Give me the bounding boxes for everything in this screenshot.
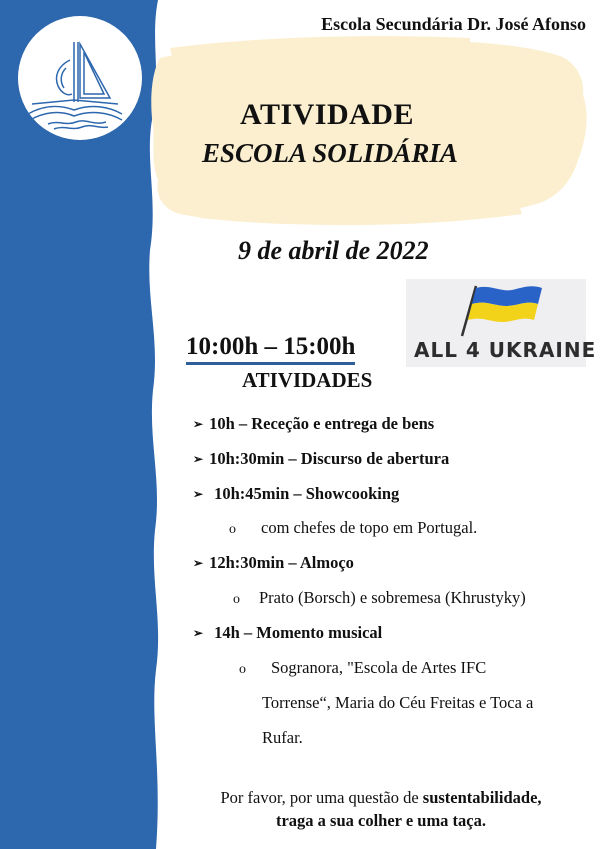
- schedule-subitem: o com chefes de topo em Portugal.: [229, 518, 478, 537]
- arrow-bullet-icon: ➢: [193, 556, 204, 570]
- title-line-1: ATIVIDADE: [240, 98, 414, 131]
- school-logo: [18, 16, 142, 140]
- circle-bullet-icon: o: [233, 592, 240, 607]
- closing-note: Por favor, por uma questão de sustentabilidade, traga a sua colher e uma taça.: [220, 788, 542, 830]
- ukraine-flag-icon: [456, 282, 546, 338]
- school-name: Escola Secundária Dr. José Afonso: [321, 14, 586, 34]
- schedule-subitem-continued: Rufar.: [262, 728, 303, 747]
- event-date: 9 de abril de 2022: [238, 236, 429, 265]
- schedule-subitem-continued: Torrense“, Maria do Céu Freitas e Toca a: [262, 693, 534, 712]
- sailboat-book-icon: [18, 16, 142, 140]
- time-range: 10:00h – 15:00h: [186, 332, 355, 365]
- ukraine-badge-text: ALL 4 UKRAINE: [414, 338, 597, 362]
- schedule-item: ➢ 10h – Receção e entrega de bens: [193, 414, 435, 433]
- schedule-item: ➢ 10h:30min – Discurso de abertura: [193, 449, 450, 468]
- arrow-bullet-icon: ➢: [193, 487, 204, 501]
- arrow-bullet-icon: ➢: [193, 626, 204, 640]
- circle-bullet-icon: o: [239, 662, 246, 677]
- activities-heading: ATIVIDADES: [242, 368, 373, 392]
- arrow-bullet-icon: ➢: [193, 417, 204, 431]
- schedule-subitem: o Prato (Borsch) e sobremesa (Khrustyky): [233, 588, 526, 607]
- arrow-bullet-icon: ➢: [193, 452, 204, 466]
- title-line-2: ESCOLA SOLIDÁRIA: [202, 138, 458, 168]
- schedule-item: ➢ 12h:30min – Almoço: [193, 553, 354, 572]
- schedule-item: ➢ 14h – Momento musical: [193, 623, 383, 642]
- schedule-item: ➢ 10h:45min – Showcooking: [193, 484, 400, 503]
- schedule-subitem: o Sogranora, "Escola de Artes IFC: [239, 658, 487, 677]
- circle-bullet-icon: o: [229, 522, 236, 537]
